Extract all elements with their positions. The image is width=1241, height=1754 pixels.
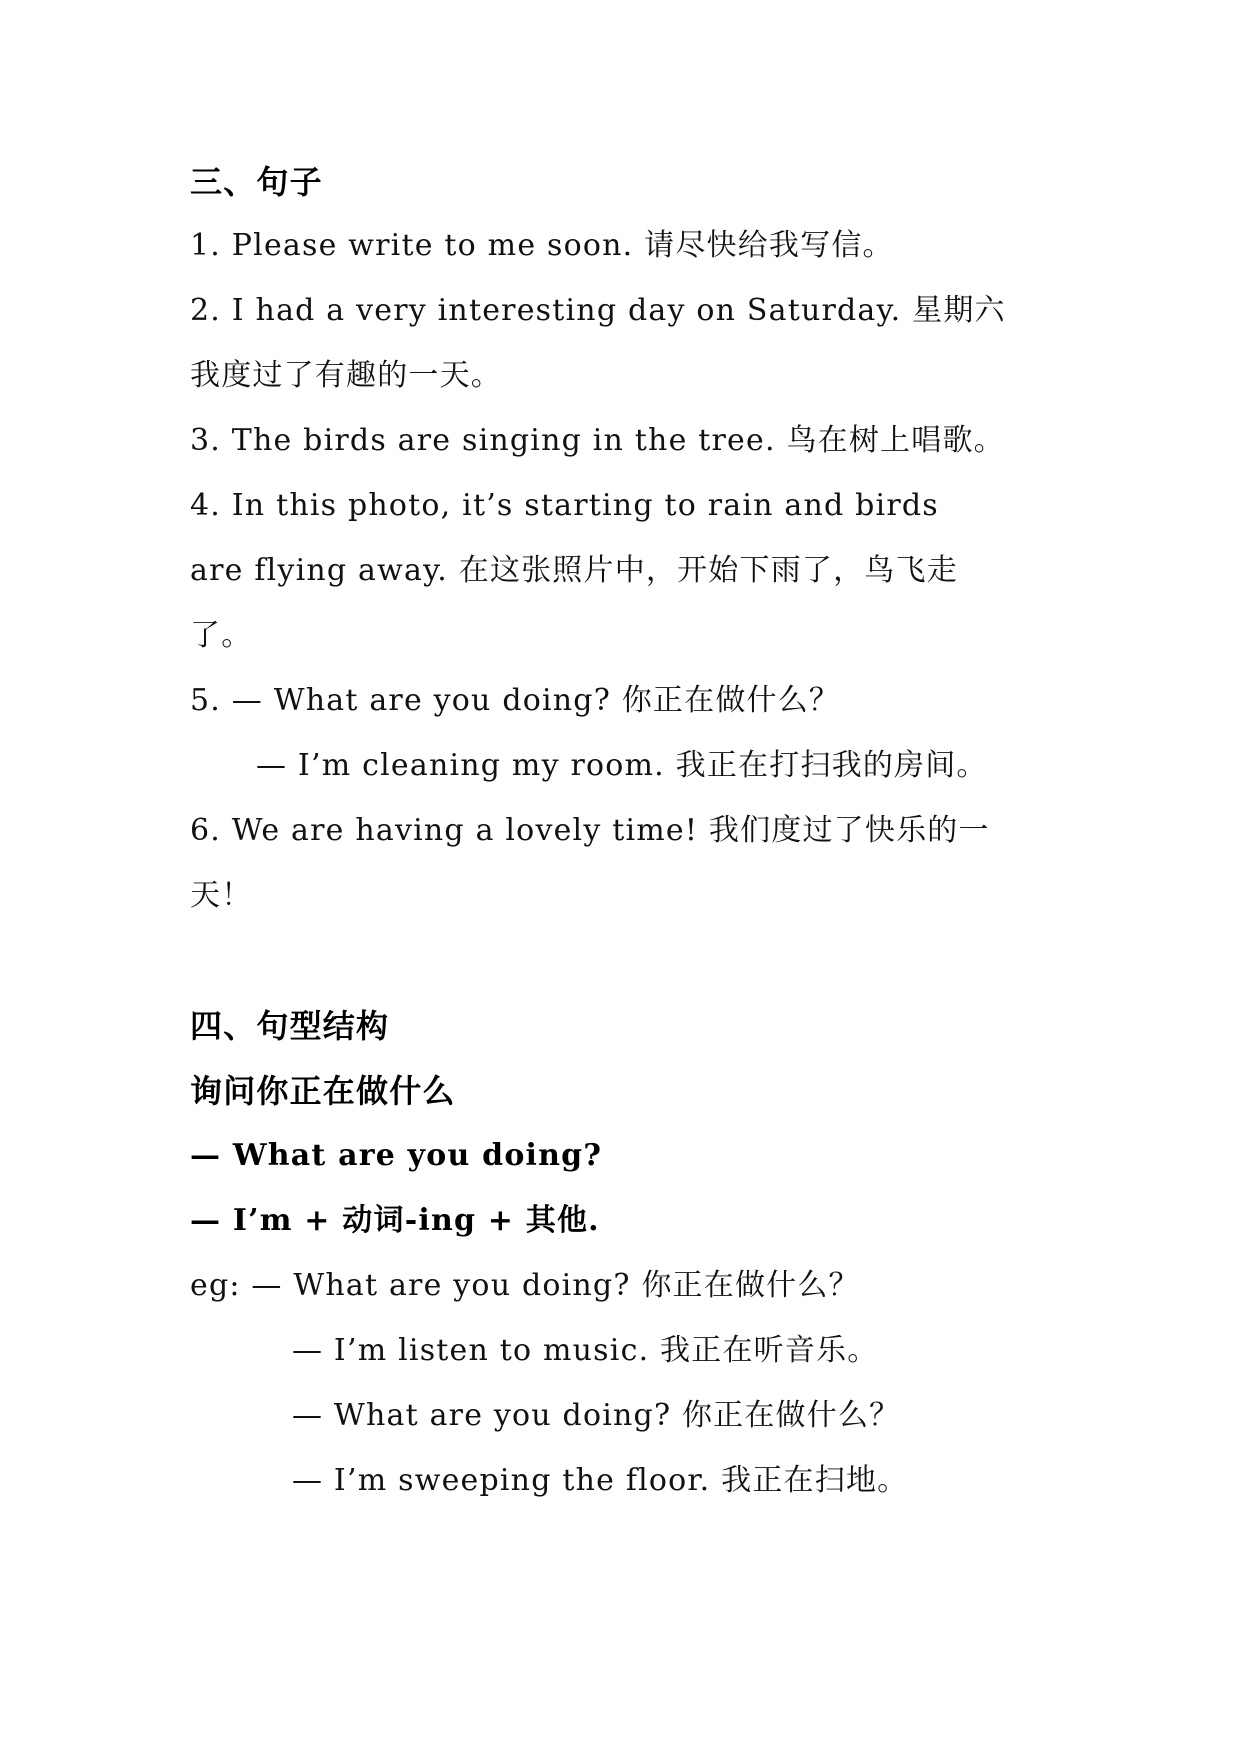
sentence-6-cont: 天！ bbox=[190, 878, 253, 913]
sentence-2: 2. I had a very interesting day on Saturday. 星期六 bbox=[190, 293, 1006, 328]
section-heading-structure: 四、句型结构 bbox=[190, 1007, 390, 1045]
sentence-3: 3. The birds are singing in the tree. 鸟在树上唱歌。 bbox=[190, 423, 1005, 458]
sentence-5-answer: — I’m cleaning my room. 我正在打扫我的房间。 bbox=[256, 748, 988, 783]
example-line-1: eg: — What are you doing? 你正在做什么？ bbox=[190, 1268, 860, 1303]
sentence-4-cont: are flying away. 在这张照片中，开始下雨了，鸟飞走 bbox=[190, 553, 958, 588]
sentence-4: 4. In this photo, it’s starting to rain and birds bbox=[190, 488, 939, 523]
example-line-4: — I’m sweeping the floor. 我正在扫地。 bbox=[292, 1463, 909, 1498]
sentence-5-question: 5. — What are you doing? 你正在做什么？ bbox=[190, 683, 841, 718]
pattern-question: — What are you doing? bbox=[190, 1138, 603, 1173]
sentence-4-cont-2: 了。 bbox=[190, 618, 253, 653]
sentence-6: 6. We are having a lovely time! 我们度过了快乐的一 bbox=[190, 813, 990, 848]
pattern-answer: — I’m + 动词-ing + 其他. bbox=[190, 1203, 600, 1238]
example-line-3: — What are you doing? 你正在做什么？ bbox=[292, 1398, 901, 1433]
structure-subheading: 询问你正在做什么 bbox=[190, 1072, 456, 1110]
sentence-2-cont: 我度过了有趣的一天。 bbox=[190, 358, 502, 393]
section-heading-sentences: 三、句子 bbox=[190, 163, 323, 201]
example-line-2: — I’m listen to music. 我正在听音乐。 bbox=[292, 1333, 879, 1368]
sentence-1: 1. Please write to me soon. 请尽快给我写信。 bbox=[190, 228, 894, 263]
